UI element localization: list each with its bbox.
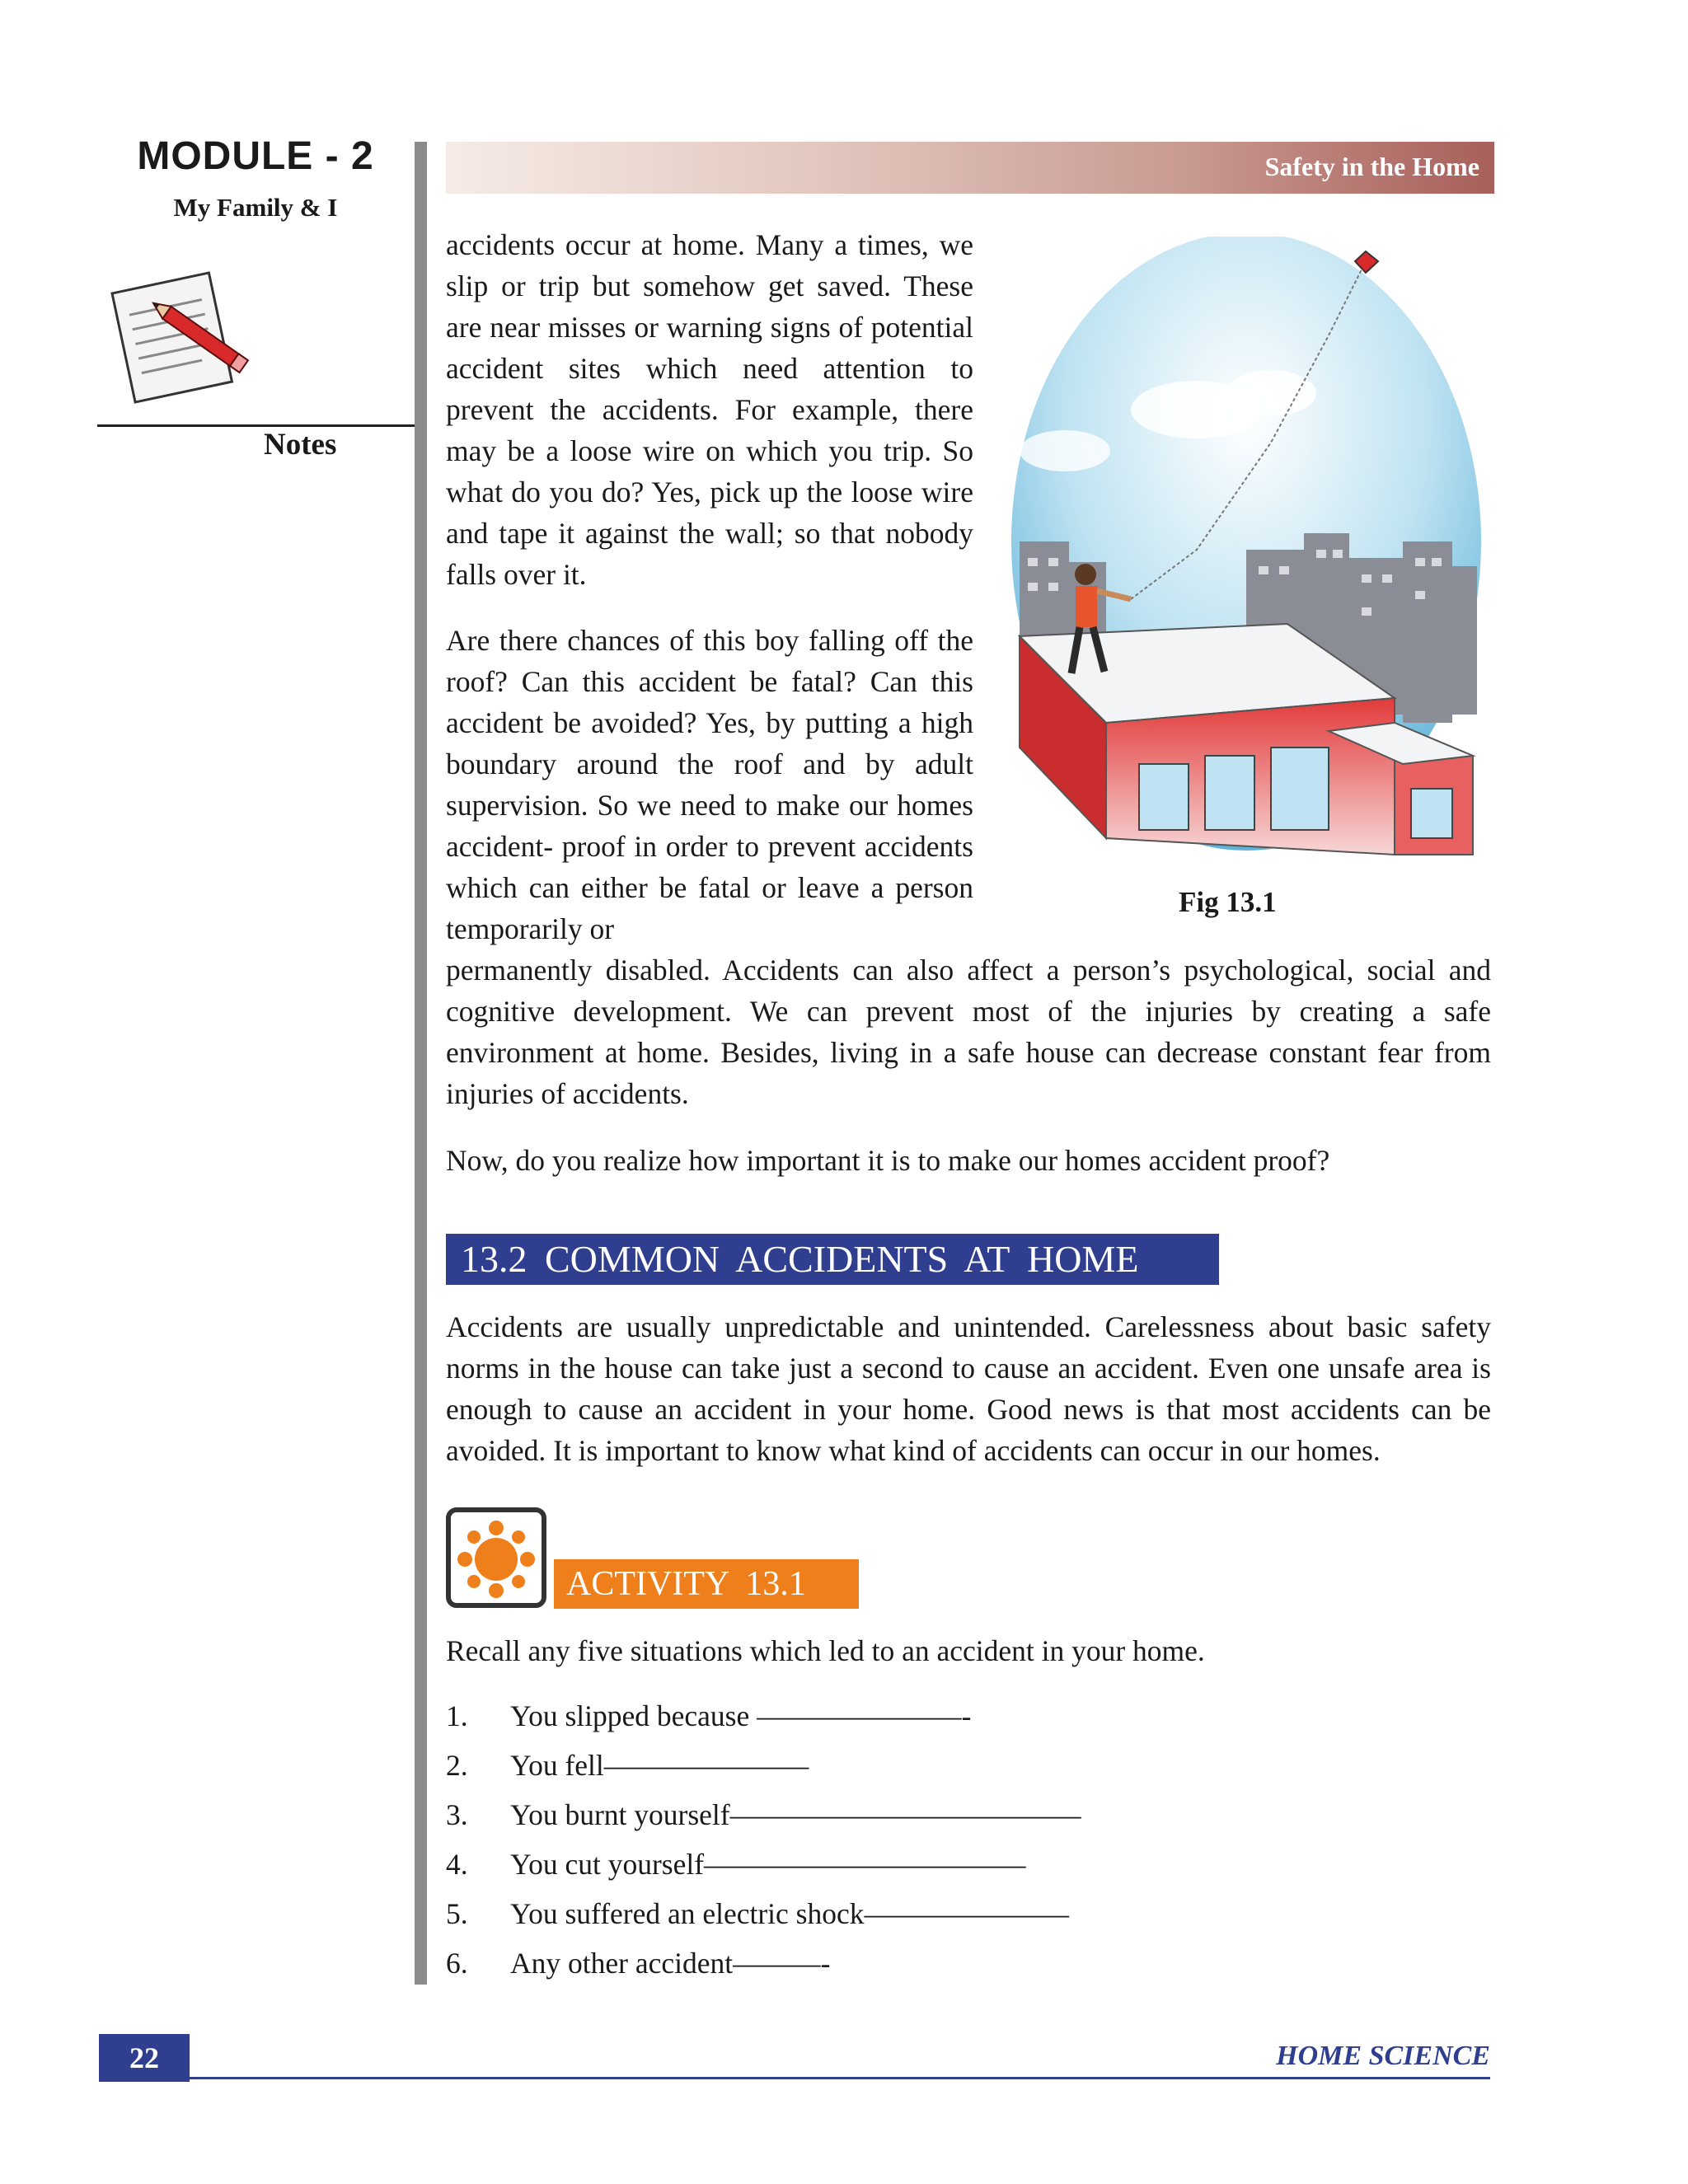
- chapter-header: [446, 142, 1494, 194]
- list-text: Any other accident———-: [510, 1947, 831, 1980]
- section-heading: 13.2 COMMON ACCIDENTS AT HOME: [446, 1234, 1219, 1285]
- list-number: 3.: [446, 1798, 468, 1831]
- module-subtitle: My Family & I: [173, 193, 338, 222]
- list-number: 4.: [446, 1848, 468, 1881]
- footer-divider: [190, 2077, 1490, 2079]
- notes-divider: [97, 424, 415, 427]
- list-text: You cut yourself———————————: [510, 1848, 1026, 1881]
- list-text: You slipped because ———————-: [510, 1699, 972, 1732]
- kite-roof-illustration: [999, 237, 1493, 892]
- margin-bar: [415, 142, 427, 1985]
- list-item: [446, 1745, 1081, 1794]
- intro-paragraph-2b: permanently disabled. Accidents can also affect a person’s psychological, social and cognitive development. We can prevent most of the injuries by creating a safe environment at home. Besides, living in a safe house can decrease constant fear from injuries of accidents.: [446, 954, 1491, 1110]
- list-text: You suffered an electric shock———————: [510, 1897, 1070, 1930]
- list-text: You burnt yourself————————————: [510, 1798, 1081, 1831]
- section-paragraph: Accidents are usually unpredictable and unintended. Carelessness about basic safety norms in the house can take just a second to cause an accident. Even one unsafe area is enough to cause an accident in your home. Good news is that most accidents can be avoided. It is important to know what kind of accidents can occur in our homes.: [446, 1310, 1491, 1467]
- chapter-title: Safety in the Home: [1264, 152, 1479, 181]
- page-number: 22: [99, 2034, 190, 2082]
- list-number: 1.: [446, 1699, 468, 1732]
- activity-sun-icon: [445, 1507, 547, 1609]
- list-item: [446, 1844, 1081, 1893]
- figure-caption: Fig 13.1: [1179, 886, 1277, 918]
- list-number: 5.: [446, 1897, 468, 1930]
- list-item: [446, 1943, 1081, 1992]
- footer-subject: HOME SCIENCE: [1276, 2041, 1490, 2071]
- list-item: [446, 1893, 1081, 1943]
- list-number: 2.: [446, 1749, 468, 1782]
- notes-pencil-icon: [97, 264, 262, 404]
- list-item: [446, 1794, 1081, 1844]
- intro-paragraph-1: accidents occur at home. Many a times, we slip or trip but somehow get saved. These are near misses or warning signs of potential accident sites which need attention to prevent the accidents. For example, there may be a loose wire on which you trip. So what do you do? Yes, pick up the loose wire and tape it against the wall; so that nobody falls over it.: [446, 228, 973, 591]
- activity-label: ACTIVITY 13.1: [554, 1559, 859, 1609]
- notes-label: Notes: [264, 428, 337, 462]
- activity-list: [446, 1695, 1081, 1992]
- list-text: You fell———————: [510, 1749, 809, 1782]
- intro-paragraph-2a: Are there chances of this boy falling off the roof? Can this accident be fatal? Can this accident be avoided? Yes, by putting a high boundary around the roof and by adult supervision. So we need to make our homes accident- proof in order to prevent accidents which can either be fatal or leave a person temporarily or: [446, 624, 973, 945]
- activity-prompt: Recall any five situations which led to an accident in your home.: [446, 1634, 1205, 1667]
- list-number: 6.: [446, 1947, 468, 1980]
- list-item: [446, 1695, 1081, 1745]
- module-title: MODULE - 2: [137, 134, 374, 178]
- intro-paragraph-3: Now, do you realize how important it is to make our homes accident proof?: [446, 1144, 1330, 1177]
